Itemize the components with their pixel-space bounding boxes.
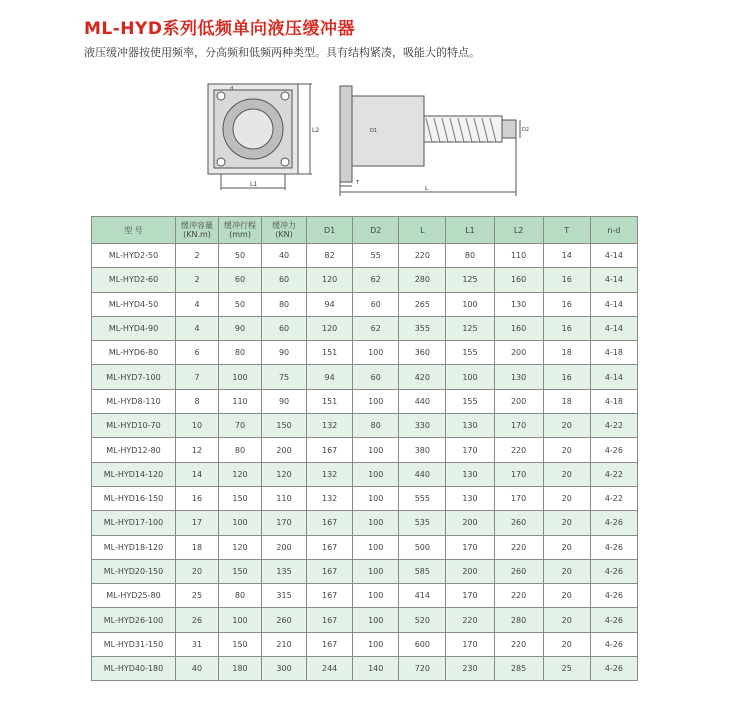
table-row (92, 316, 638, 340)
table-cell: 200 (262, 438, 307, 462)
table-cell: 167 (307, 535, 353, 559)
table-cell: 4-26 (590, 438, 637, 462)
table-cell: 300 (262, 657, 307, 681)
table-cell: 7 (176, 365, 219, 389)
table-cell: 20 (543, 438, 590, 462)
table-cell: 16 (176, 486, 219, 510)
table-cell: 200 (446, 511, 494, 535)
table-cell: 155 (446, 341, 494, 365)
table-row (92, 389, 638, 413)
table-cell: 60 (353, 365, 399, 389)
model-cell: ML-HYD17-100 (92, 511, 176, 535)
table-row (92, 414, 638, 438)
table-cell: 220 (494, 438, 543, 462)
table-cell: 50 (219, 292, 262, 316)
table-row (92, 341, 638, 365)
table-cell: 360 (399, 341, 446, 365)
table-cell: 6 (176, 341, 219, 365)
model-cell: ML-HYD26-100 (92, 608, 176, 632)
table-cell: 100 (353, 511, 399, 535)
table-cell: 132 (307, 486, 353, 510)
table-cell: 17 (176, 511, 219, 535)
table-cell: 62 (353, 268, 399, 292)
table-cell: 20 (176, 559, 219, 583)
table-row (92, 462, 638, 486)
column-header: 型 号 (92, 217, 176, 244)
table-cell: 100 (219, 365, 262, 389)
table-cell: 355 (399, 316, 446, 340)
table-cell: 200 (446, 559, 494, 583)
model-cell: ML-HYD2-50 (92, 244, 176, 268)
table-cell: 14 (176, 462, 219, 486)
table-cell: 150 (219, 632, 262, 656)
spec-table (91, 216, 638, 681)
model-cell: ML-HYD6-80 (92, 341, 176, 365)
table-cell: 110 (262, 486, 307, 510)
table-cell: 100 (353, 535, 399, 559)
table-cell: 60 (262, 316, 307, 340)
table-row (92, 268, 638, 292)
table-cell: 220 (399, 244, 446, 268)
table-cell: 167 (307, 511, 353, 535)
model-cell: ML-HYD4-50 (92, 292, 176, 316)
table-cell: 100 (353, 438, 399, 462)
model-cell: ML-HYD12-80 (92, 438, 176, 462)
table-cell: 244 (307, 657, 353, 681)
table-cell: 16 (543, 316, 590, 340)
dim-l1: L1 (250, 181, 258, 188)
table-cell: 100 (353, 389, 399, 413)
table-cell: 414 (399, 584, 446, 608)
bolt-hole (281, 92, 289, 100)
table-cell: 130 (494, 292, 543, 316)
table-cell: 170 (446, 438, 494, 462)
table-cell: 26 (176, 608, 219, 632)
table-cell: 16 (543, 365, 590, 389)
column-header: 缓冲容量 (KN.m) (176, 217, 219, 244)
piston-head (502, 120, 516, 138)
column-header: 缓冲行程 (mm) (219, 217, 262, 244)
table-cell: 160 (494, 316, 543, 340)
table-cell: 151 (307, 389, 353, 413)
table-cell: 8 (176, 389, 219, 413)
table-cell: 82 (307, 244, 353, 268)
column-header: D1 (307, 217, 353, 244)
table-row (92, 365, 638, 389)
table-cell: 520 (399, 608, 446, 632)
table-cell: 60 (262, 268, 307, 292)
table-cell: 2 (176, 244, 219, 268)
table-cell: 132 (307, 462, 353, 486)
table-cell: 4 (176, 292, 219, 316)
table-cell: 151 (307, 341, 353, 365)
table-cell: 90 (219, 316, 262, 340)
column-header: L (399, 217, 446, 244)
table-cell: 4-26 (590, 657, 637, 681)
table-cell: 170 (262, 511, 307, 535)
table-cell: 4-26 (590, 608, 637, 632)
table-cell: 125 (446, 268, 494, 292)
spec-table-body (92, 244, 638, 681)
column-header: n-d (590, 217, 637, 244)
table-cell: 4-14 (590, 244, 637, 268)
table-cell: 120 (262, 462, 307, 486)
cylinder-body (352, 96, 424, 166)
table-cell: 315 (262, 584, 307, 608)
table-cell: 120 (307, 316, 353, 340)
bolt-hole (281, 158, 289, 166)
table-cell: 80 (219, 438, 262, 462)
table-cell: 20 (543, 632, 590, 656)
bolt-hole (217, 92, 225, 100)
table-cell: 4-22 (590, 462, 637, 486)
table-cell: 120 (219, 535, 262, 559)
model-cell: ML-HYD31-150 (92, 632, 176, 656)
table-cell: 220 (494, 584, 543, 608)
table-cell: 4 (176, 316, 219, 340)
table-cell: 80 (219, 341, 262, 365)
table-row (92, 511, 638, 535)
front-view (208, 84, 312, 190)
table-cell: 600 (399, 632, 446, 656)
table-cell: 100 (446, 365, 494, 389)
table-cell: 100 (353, 341, 399, 365)
table-cell: 62 (353, 316, 399, 340)
table-cell: 130 (446, 462, 494, 486)
table-cell: 4-26 (590, 535, 637, 559)
table-cell: 4-26 (590, 632, 637, 656)
table-cell: 160 (494, 268, 543, 292)
table-cell: 130 (446, 414, 494, 438)
table-cell: 167 (307, 559, 353, 583)
dim-d: d (230, 86, 234, 92)
table-cell: 100 (353, 608, 399, 632)
model-cell: ML-HYD25-80 (92, 584, 176, 608)
table-cell: 4-14 (590, 292, 637, 316)
table-cell: 200 (262, 535, 307, 559)
table-cell: 720 (399, 657, 446, 681)
model-cell: ML-HYD10-70 (92, 414, 176, 438)
table-cell: 170 (494, 414, 543, 438)
table-cell: 585 (399, 559, 446, 583)
table-cell: 100 (353, 559, 399, 583)
table-cell: 20 (543, 486, 590, 510)
table-cell: 167 (307, 584, 353, 608)
table-cell: 94 (307, 292, 353, 316)
table-row (92, 438, 638, 462)
table-cell: 25 (543, 657, 590, 681)
table-cell: 50 (219, 244, 262, 268)
table-cell: 285 (494, 657, 543, 681)
spec-table-header-row (92, 217, 638, 244)
table-cell: 280 (494, 608, 543, 632)
bolt-hole (217, 158, 225, 166)
column-header: T (543, 217, 590, 244)
side-view (340, 86, 520, 196)
table-cell: 555 (399, 486, 446, 510)
table-cell: 80 (446, 244, 494, 268)
table-cell: 4-26 (590, 584, 637, 608)
table-cell: 20 (543, 414, 590, 438)
table-cell: 20 (543, 462, 590, 486)
table-cell: 70 (219, 414, 262, 438)
buffer-technical-drawing (200, 74, 540, 204)
table-cell: 135 (262, 559, 307, 583)
dim-l: L (425, 185, 429, 192)
table-cell: 500 (399, 535, 446, 559)
table-cell: 4-14 (590, 268, 637, 292)
table-cell: 80 (353, 414, 399, 438)
table-row (92, 657, 638, 681)
table-cell: 167 (307, 608, 353, 632)
table-cell: 100 (353, 486, 399, 510)
table-cell: 220 (446, 608, 494, 632)
table-row (92, 244, 638, 268)
table-cell: 20 (543, 559, 590, 583)
table-row (92, 292, 638, 316)
table-cell: 260 (494, 559, 543, 583)
table-cell: 180 (219, 657, 262, 681)
model-cell: ML-HYD14-120 (92, 462, 176, 486)
table-cell: 265 (399, 292, 446, 316)
dim-d2: D2 (522, 127, 530, 133)
table-cell: 100 (353, 584, 399, 608)
table-cell: 167 (307, 438, 353, 462)
table-cell: 100 (353, 632, 399, 656)
table-cell: 4-26 (590, 559, 637, 583)
table-cell: 440 (399, 462, 446, 486)
flange-side (340, 86, 352, 182)
model-cell: ML-HYD40-180 (92, 657, 176, 681)
model-cell: ML-HYD4-90 (92, 316, 176, 340)
table-cell: 4-14 (590, 365, 637, 389)
table-cell: 120 (307, 268, 353, 292)
table-cell: 20 (543, 608, 590, 632)
table-cell: 110 (219, 389, 262, 413)
model-cell: ML-HYD20-150 (92, 559, 176, 583)
model-cell: ML-HYD16-150 (92, 486, 176, 510)
table-cell: 440 (399, 389, 446, 413)
table-cell: 20 (543, 584, 590, 608)
table-cell: 330 (399, 414, 446, 438)
table-cell: 170 (446, 632, 494, 656)
table-cell: 18 (176, 535, 219, 559)
table-cell: 110 (494, 244, 543, 268)
table-cell: 40 (176, 657, 219, 681)
table-row (92, 584, 638, 608)
column-header: D2 (353, 217, 399, 244)
table-row (92, 608, 638, 632)
table-cell: 10 (176, 414, 219, 438)
table-cell: 4-22 (590, 486, 637, 510)
spec-table-head (92, 217, 638, 244)
table-cell: 90 (262, 341, 307, 365)
table-row (92, 559, 638, 583)
table-cell: 80 (262, 292, 307, 316)
table-cell: 4-18 (590, 341, 637, 365)
page-subtitle: 液压缓冲器按使用频率，分高频和低频两种类型。具有结构紧凑，吸能大的特点。 (84, 46, 480, 59)
table-cell: 100 (219, 608, 262, 632)
table-cell: 220 (494, 632, 543, 656)
table-cell: 170 (494, 462, 543, 486)
table-cell: 132 (307, 414, 353, 438)
model-cell: ML-HYD8-110 (92, 389, 176, 413)
table-cell: 31 (176, 632, 219, 656)
table-cell: 12 (176, 438, 219, 462)
table-cell: 18 (543, 389, 590, 413)
table-cell: 100 (446, 292, 494, 316)
table-cell: 380 (399, 438, 446, 462)
model-cell: ML-HYD18-120 (92, 535, 176, 559)
table-cell: 200 (494, 389, 543, 413)
table-cell: 20 (543, 511, 590, 535)
table-cell: 4-22 (590, 414, 637, 438)
table-cell: 90 (262, 389, 307, 413)
table-cell: 130 (494, 365, 543, 389)
table-cell: 18 (543, 341, 590, 365)
table-row (92, 535, 638, 559)
column-header: 缓冲力 (KN) (262, 217, 307, 244)
table-row (92, 632, 638, 656)
column-header: L2 (494, 217, 543, 244)
table-cell: 125 (446, 316, 494, 340)
table-cell: 40 (262, 244, 307, 268)
table-cell: 150 (219, 486, 262, 510)
table-cell: 167 (307, 632, 353, 656)
table-cell: 75 (262, 365, 307, 389)
table-cell: 260 (262, 608, 307, 632)
table-cell: 420 (399, 365, 446, 389)
table-cell: 280 (399, 268, 446, 292)
table-cell: 60 (353, 292, 399, 316)
page-title: ML-HYD系列低频单向液压缓冲器 (84, 19, 355, 39)
table-cell: 170 (446, 584, 494, 608)
table-cell: 100 (353, 462, 399, 486)
table-cell: 260 (494, 511, 543, 535)
table-cell: 60 (219, 268, 262, 292)
table-cell: 130 (446, 486, 494, 510)
column-header: L1 (446, 217, 494, 244)
table-cell: 140 (353, 657, 399, 681)
table-cell: 230 (446, 657, 494, 681)
table-row (92, 486, 638, 510)
table-cell: 16 (543, 268, 590, 292)
table-cell: 150 (262, 414, 307, 438)
table-cell: 55 (353, 244, 399, 268)
table-cell: 150 (219, 559, 262, 583)
model-cell: ML-HYD2-60 (92, 268, 176, 292)
table-cell: 120 (219, 462, 262, 486)
model-cell: ML-HYD7-100 (92, 365, 176, 389)
table-cell: 535 (399, 511, 446, 535)
dim-t: T (356, 180, 360, 186)
table-cell: 155 (446, 389, 494, 413)
table-cell: 20 (543, 535, 590, 559)
table-cell: 80 (219, 584, 262, 608)
table-cell: 25 (176, 584, 219, 608)
dim-l2: L2 (312, 127, 320, 134)
table-cell: 170 (494, 486, 543, 510)
table-cell: 4-26 (590, 511, 637, 535)
table-cell: 4-18 (590, 389, 637, 413)
table-cell: 170 (446, 535, 494, 559)
table-cell: 220 (494, 535, 543, 559)
table-cell: 14 (543, 244, 590, 268)
table-cell: 4-14 (590, 316, 637, 340)
table-cell: 100 (219, 511, 262, 535)
table-cell: 16 (543, 292, 590, 316)
dim-d1: D1 (370, 128, 378, 134)
table-cell: 94 (307, 365, 353, 389)
table-cell: 210 (262, 632, 307, 656)
table-cell: 200 (494, 341, 543, 365)
table-cell: 2 (176, 268, 219, 292)
